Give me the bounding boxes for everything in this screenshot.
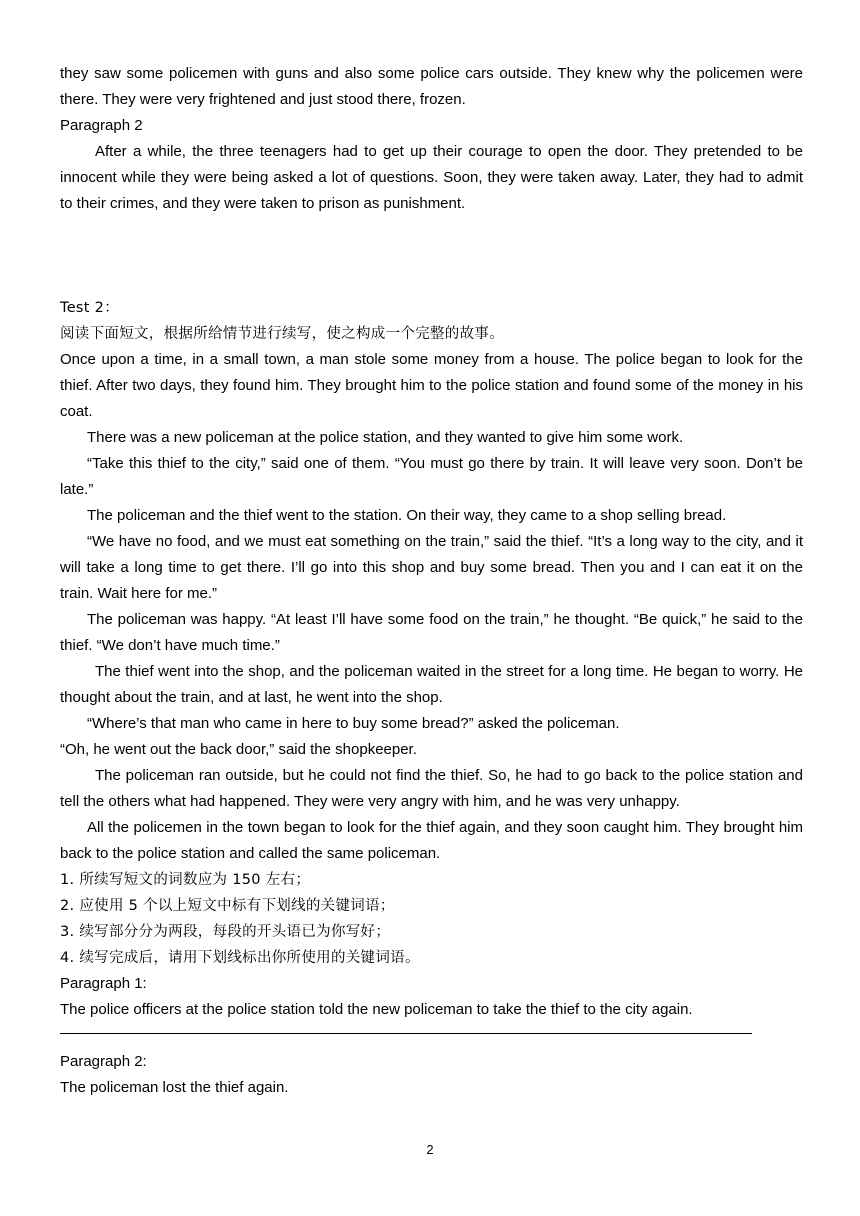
document-page — [60, 61, 803, 1101]
story-paragraph: “Where’s that man who came in here to buy some bread?” asked the policeman. — [87, 715, 620, 732]
test-2-title: Test 2： — [60, 300, 119, 316]
requirement-item: 3. 续写部分分为两段，每段的开头语已为你写好； — [60, 924, 391, 940]
story-paragraph: “Oh, he went out the back door,” said the shopkeeper. — [60, 741, 417, 758]
paragraph-1-opening: The police officers at the police station told the new policeman to take the thief to the city again. — [60, 1001, 693, 1018]
answer-blank-line[interactable] — [60, 1033, 752, 1034]
section-spacer — [60, 217, 803, 295]
requirement-item: 1. 所续写短文的词数应为 150 左右； — [60, 872, 311, 888]
paragraph-2-label: Paragraph 2: — [60, 1053, 147, 1070]
paragraph-2-text: After a while, the three teenagers had to get up their courage to open the door. They pretended to be innocent while they were being asked a lot of questions. Soon, they were taken away. Later, they had to admit to their crimes, and they were taken to prison as punishment. — [60, 143, 803, 212]
story-paragraph: The policeman and the thief went to the station. On their way, they came to a shop selling bread. — [87, 507, 727, 524]
requirement-item: 4. 续写完成后，请用下划线标出你所使用的关键词语。 — [60, 950, 420, 966]
paragraph-2-label: Paragraph 2 — [60, 117, 143, 134]
story-paragraph: The policeman was happy. “At least I’ll have some food on the train,” he thought. “Be quick,” he said to the thief. “We don’t have much time.” — [60, 611, 803, 654]
story-paragraph: Once upon a time, in a small town, a man stole some money from a house. The police began to look for the thief. After two days, they found him. They brought him to the police station and found some of the money in his coat. — [60, 351, 803, 420]
requirement-item: 2. 应使用 5 个以上短文中标有下划线的关键词语； — [60, 898, 395, 914]
story-paragraph: The thief went into the shop, and the policeman waited in the street for a long time. He began to worry. He thought about the train, and at last, he went into the shop. — [60, 663, 803, 706]
paragraph-2-opening: The policeman lost the thief again. — [60, 1079, 289, 1096]
story-paragraph: The policeman ran outside, but he could not find the thief. So, he had to go back to the police station and tell the others what had happened. They were very angry with him, and he was very unhappy. — [60, 767, 803, 810]
story-paragraph: There was a new policeman at the police station, and they wanted to give him some work. — [87, 429, 684, 446]
page-number: 2 — [426, 1142, 434, 1157]
test-2-instruction: 阅读下面短文，根据所给情节进行续写，使之构成一个完整的故事。 — [60, 326, 504, 342]
story-paragraph: “Take this thief to the city,” said one of them. “You must go there by train. It will leave very soon. Don’t be late.” — [60, 455, 803, 498]
continuation-paragraph: they saw some policemen with guns and also some police cars outside. They knew why the policemen were there. They were very frightened and just stood there, frozen. — [60, 65, 803, 108]
paragraph-1-label: Paragraph 1: — [60, 975, 147, 992]
story-paragraph: All the policemen in the town began to look for the thief again, and they soon caught him. They brought him back to the police station and called the same policeman. — [60, 819, 803, 862]
story-paragraph: “We have no food, and we must eat something on the train,” said the thief. “It’s a long way to the city, and it will take a long time to get there. I’ll go into this shop and buy some bread. Then you and I can eat it on the train. Wait here for me.” — [60, 533, 803, 602]
